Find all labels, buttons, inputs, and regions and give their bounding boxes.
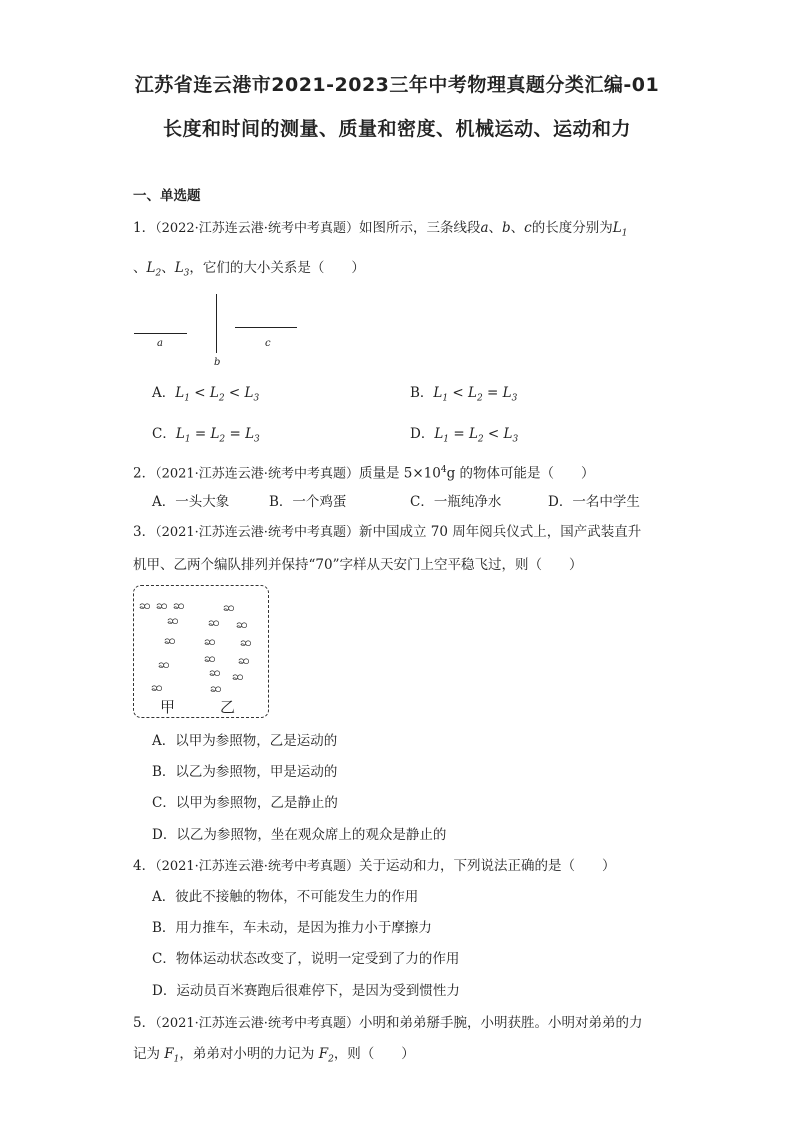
helicopter-icon: ဆ <box>204 634 216 648</box>
q1-option-c[interactable]: C．$L_1 = L_2 = L_3$ <box>152 426 260 445</box>
q2-option-a[interactable]: A．一头大象 <box>152 494 230 510</box>
helicopter-icon: ဆ <box>139 598 151 612</box>
helicopter-icon: ဆ <box>151 680 163 694</box>
q2-exponent: 4 <box>440 465 447 475</box>
q1-text4: ，它们的大小关系是（ ） <box>189 260 365 276</box>
q2-stem <box>133 460 595 485</box>
q1-var-a: a <box>480 220 489 236</box>
q1-text2: 的长度分别为 <box>531 220 613 236</box>
q1-number: 1． <box>133 220 156 236</box>
segment-c <box>235 327 297 328</box>
formation-label-yi: 乙 <box>220 698 236 716</box>
formation-label-jia: 甲 <box>160 698 176 716</box>
q3-option-b[interactable]: B．以乙为参照物，甲是运动的 <box>152 764 338 780</box>
q1-option-a[interactable]: A．$L_1 < L_2 < L_3$ <box>152 385 260 404</box>
helicopter-icon: ဆ <box>223 600 235 614</box>
q2-option-d[interactable]: D．一名中学生 <box>548 494 640 510</box>
q4-stem <box>133 856 615 877</box>
q3-option-c[interactable]: C．以甲为参照物，乙是静止的 <box>152 795 338 811</box>
helicopter-icon: ဆ <box>173 598 185 612</box>
helicopter-icon: ဆ <box>167 613 179 627</box>
helicopter-icon: ဆ <box>158 657 170 671</box>
segment-b-label: b <box>214 357 221 368</box>
segment-a-label: a <box>157 338 163 349</box>
q2-number: 2． <box>133 465 156 482</box>
q1-source: （2022·江苏连云港·统考中考真题） <box>155 221 359 236</box>
helicopter-icon: ဆ <box>156 598 168 612</box>
q2-option-b[interactable]: B．一个鸡蛋 <box>269 494 347 510</box>
helicopter-icon: ဆ <box>208 615 220 629</box>
helicopter-icon: ဆ <box>232 669 244 683</box>
helicopter-icon: ဆ <box>209 665 221 679</box>
q4-option-d[interactable]: D．运动员百米赛跑后很难停下，是因为受到惯性力 <box>152 983 460 999</box>
helicopter-formation-figure <box>133 585 269 718</box>
q3-option-d[interactable]: D．以乙为参照物，坐在观众席上的观众是静止的 <box>152 827 447 843</box>
q4-option-b[interactable]: B．用力推车，车未动，是因为推力小于摩擦力 <box>152 920 432 936</box>
q4-option-c[interactable]: C．物体运动状态改变了，说明一定受到了力的作用 <box>152 951 460 967</box>
q1-var-b: b <box>502 220 511 236</box>
q2-option-c[interactable]: C．一瓶纯净水 <box>410 494 502 510</box>
q3-line2: 机甲、乙两个编队排列并保持“70”字样从天安门上空平稳飞过，则（ ） <box>133 557 583 573</box>
q4-source: （2021·江苏连云港·统考中考真题） <box>155 859 359 874</box>
q4-option-a[interactable]: A．彼此不接触的物体，不可能发生力的作用 <box>152 889 419 905</box>
helicopter-icon: ဆ <box>238 653 250 667</box>
q1-L1: $L_1$ <box>612 220 628 239</box>
q1-sep2: 、 <box>510 220 525 236</box>
q1-text1: 如图所示，三条线段 <box>358 220 481 236</box>
q5-text1: 小明和弟弟掰手腕，小明获胜。小明对弟弟的力 <box>358 1015 643 1031</box>
helicopter-icon: ဆ <box>240 635 252 649</box>
doc-title-line2: 长度和时间的测量、质量和密度、机械运动、运动和力 <box>162 118 631 140</box>
q1-sep1: 、 <box>488 220 503 236</box>
q1-line2 <box>133 258 365 284</box>
q1-var-c: c <box>524 220 532 236</box>
segment-b <box>216 294 217 353</box>
helicopter-icon: ဆ <box>210 681 222 695</box>
q1-option-b[interactable]: B．$L_1 < L_2 = L_3$ <box>410 385 518 404</box>
section-heading: 一、单选题 <box>133 188 201 204</box>
q4-text: 关于运动和力，下列说法正确的是（ ） <box>358 858 616 874</box>
doc-title-line1: 江苏省连云港市2021-2023三年中考物理真题分类汇编-01 <box>134 74 660 96</box>
q1-text3: 、 <box>133 260 147 276</box>
q2-source: （2021·江苏连云港·统考中考真题） <box>155 466 359 482</box>
q5-line2: 记为 $F_1$，弟弟对小明的力记为 $F_2$，则（ ） <box>133 1046 415 1065</box>
q4-number: 4． <box>133 858 156 874</box>
q3-number: 3． <box>133 524 156 540</box>
q1-sep3: 、 <box>161 260 175 276</box>
q5-source: （2021·江苏连云港·统考中考真题） <box>155 1016 359 1031</box>
helicopter-icon: ဆ <box>204 651 216 665</box>
q1-L3: $L_3$ <box>174 260 190 279</box>
q1-L2: $L_2$ <box>146 260 162 279</box>
q2-text-a: 质量是 5×10 <box>358 465 441 482</box>
q5-line1 <box>133 1013 642 1034</box>
q2-text-b: g 的物体可能是（ ） <box>446 465 595 482</box>
q5-number: 5． <box>133 1015 156 1031</box>
segment-c-label: c <box>265 338 271 349</box>
q1-line1 <box>133 218 627 244</box>
segment-a <box>134 333 187 334</box>
q3-option-a[interactable]: A．以甲为参照物，乙是运动的 <box>152 733 338 749</box>
q1-option-d[interactable]: D．$L_1 = L_2 < L_3$ <box>410 426 519 445</box>
q3-source: （2021·江苏连云港·统考中考真题） <box>155 525 359 540</box>
q3-text1: 新中国成立 70 周年阅兵仪式上，国产武装直升 <box>358 524 642 540</box>
helicopter-icon: ဆ <box>236 617 248 631</box>
helicopter-icon: ဆ <box>164 633 176 647</box>
q3-line1 <box>133 522 641 543</box>
